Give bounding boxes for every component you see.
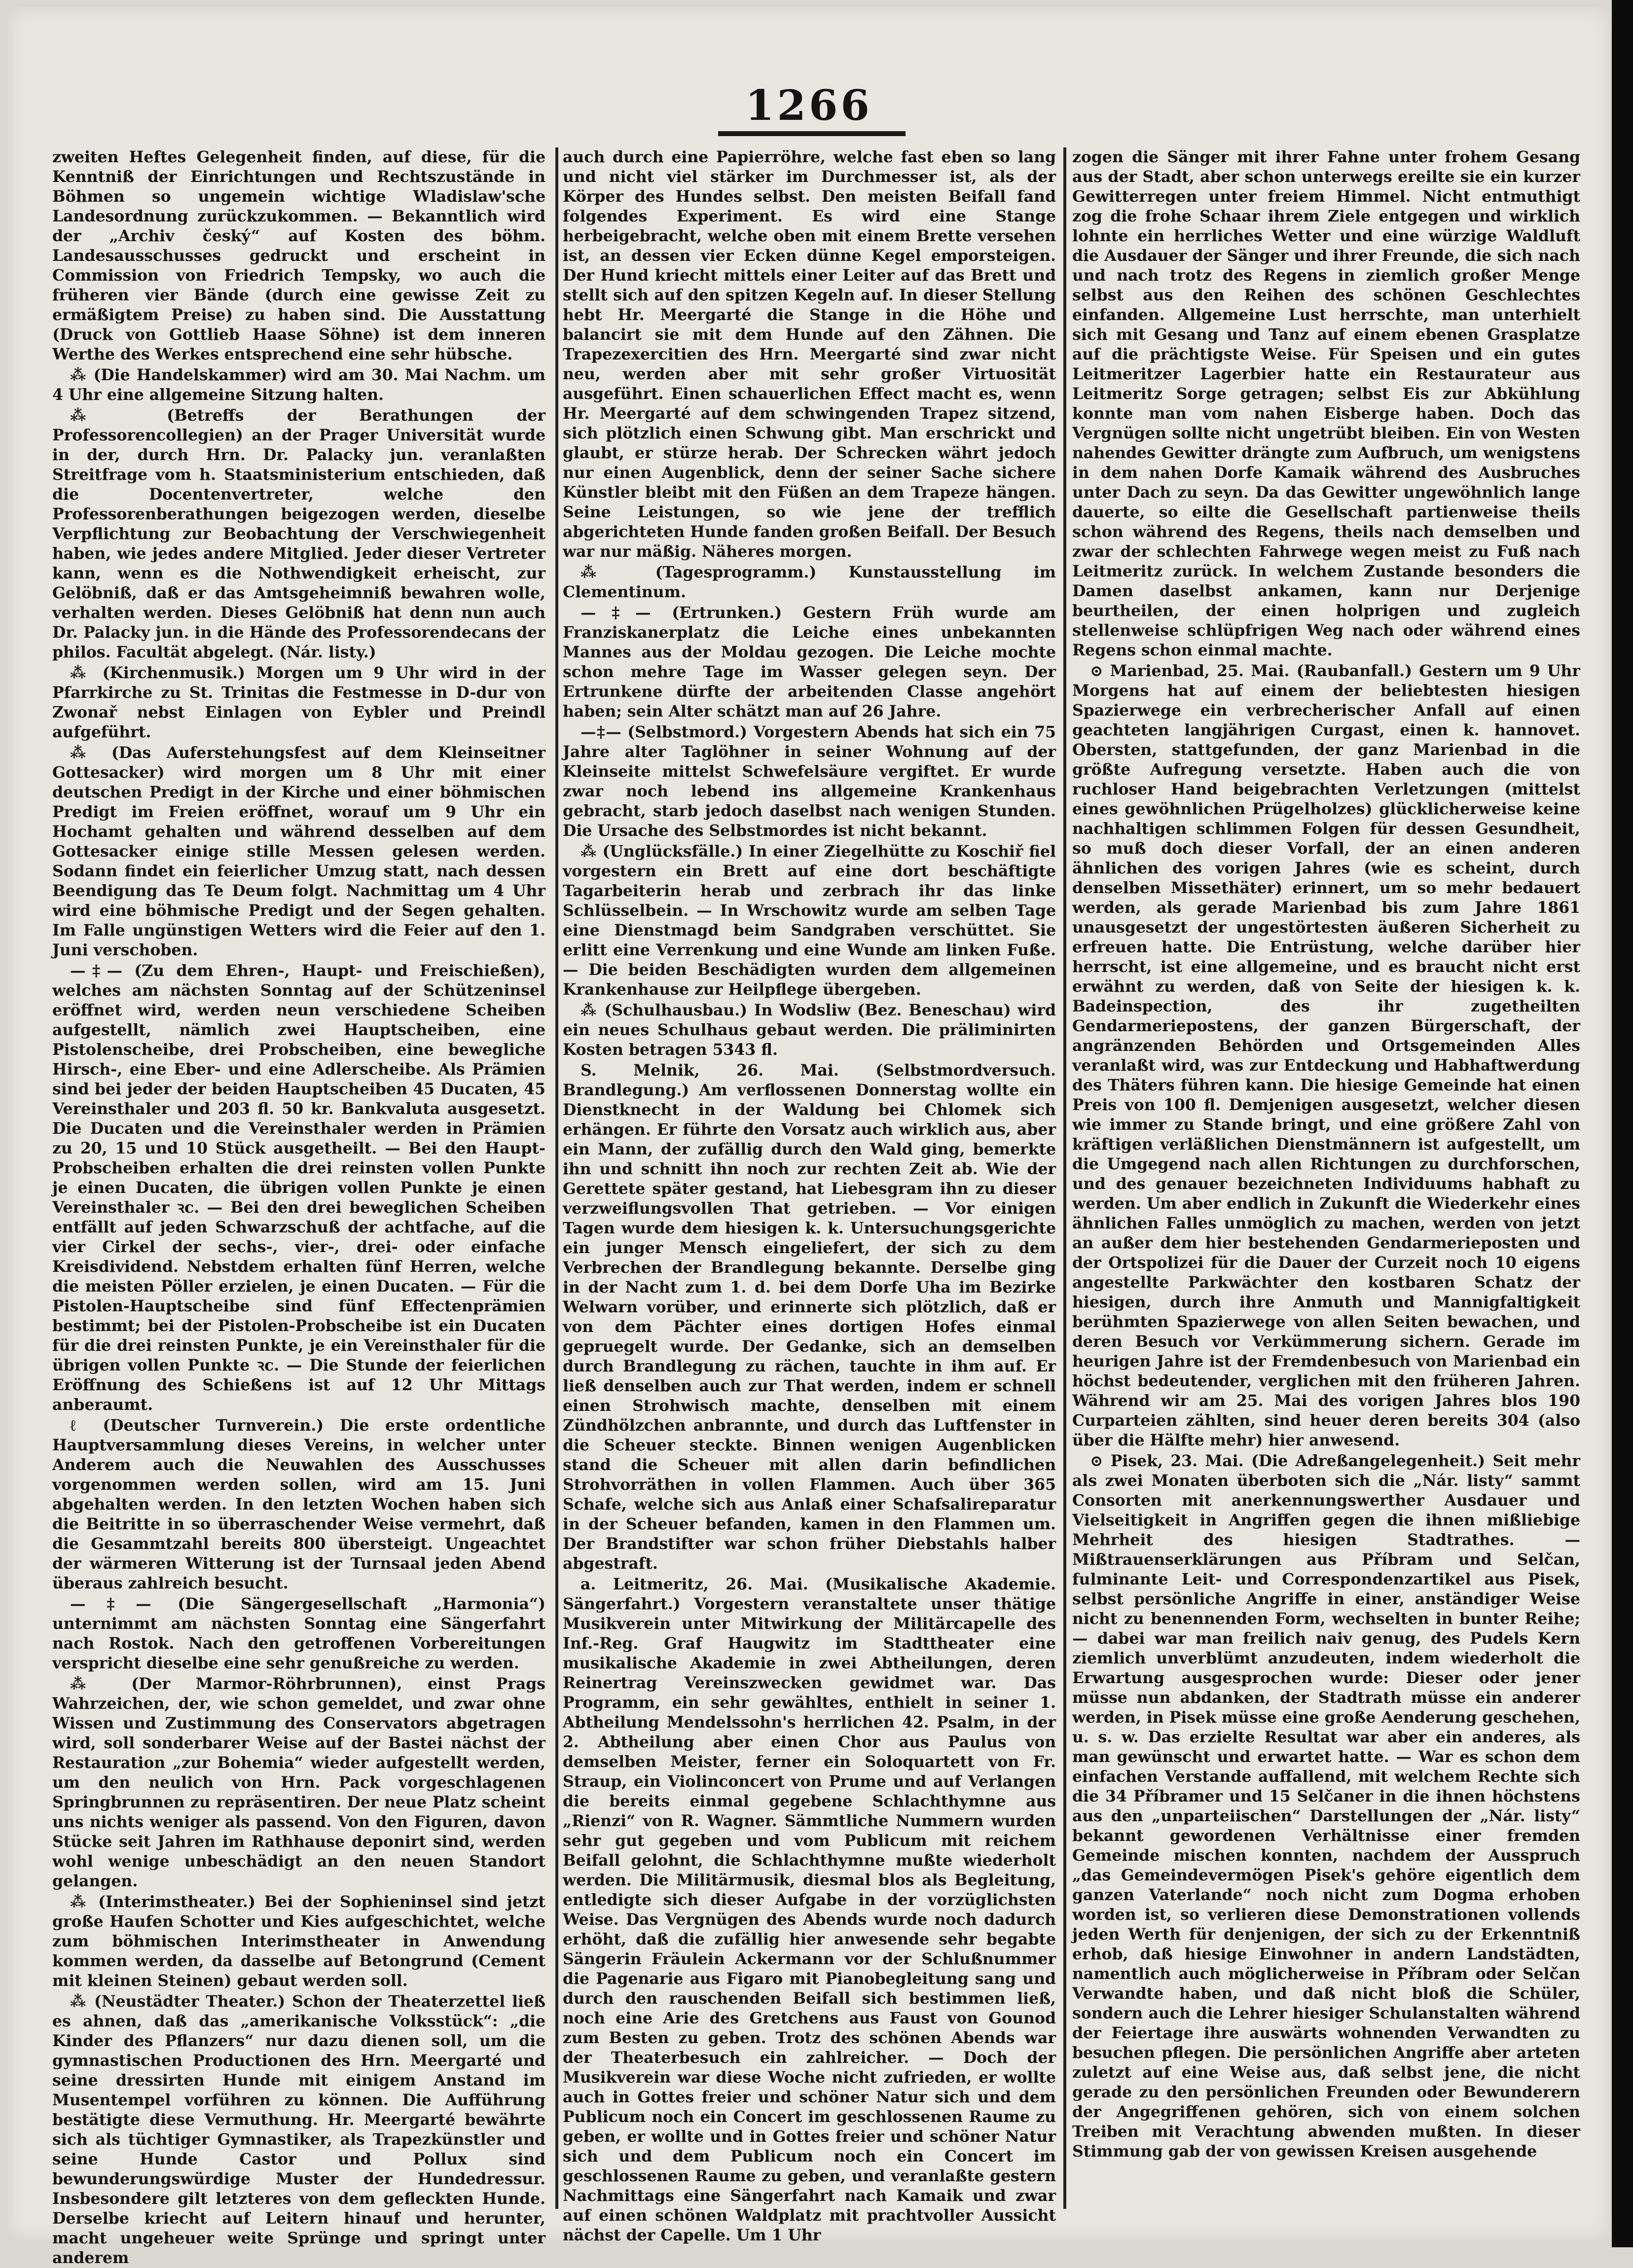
article-paragraph: ⁂ (Unglücksfälle.) In einer Ziegelhütte zu Koschiř fiel vorgestern ein Brett auf eine dort beschäftigte Tagarbeiterin herab und zerbrach ihr das linke Schlüsselbein. — In Wrschowitz wurde am selben Tage eine Dienstmagd beim Sandgraben verschüttet. Sie erlitt eine Verrenkung und eine Wunde am linken Fuße. — Die beiden Beschädigten wurden dem allgemeinen Krankenhause zur Heilpflege übergeben. — [563, 842, 1056, 999]
scan-border — [1612, 0, 1633, 2247]
page-number-rule — [718, 131, 906, 136]
article-paragraph: ⁂ (Das Auferstehungsfest auf dem Kleinseitner Gottesacker) wird morgen um 8 Uhr mit einer deutschen Predigt in der Kirche und einer böhmischen Predigt im Freien eröffnet, worauf um 9 Uhr ein Hochamt gehalten und während desselben auf dem Gottesacker einige stille Messen gelesen werden. Sodann findet ein feierlicher Umzug statt, nach dessen Beendigung das Te Deum folgt. Nachmittag um 4 Uhr wird eine böhmische Predigt und der Segen gehalten. Im Falle ungünstigen Wetters wird die Feier auf den 1. Juni verschoben. — [52, 744, 545, 959]
article-paragraph: ⁂ (Betreffs der Berathungen der Professorencollegien) an der Prager Universität wurde in der, durch Hrn. Dr. Palacky jun. veranlaßten Streitfrage vom h. Staatsministerium entschieden, daß die Docentenvertreter, welche den Professorenberathungen beigezogen werden, dieselbe Verpflichtung zur Beobachtung der Verschwiegenheit haben, wie jedes andere Mitglied. Jeder dieser Vertreter kann, wenn es die Nothwendigkeit erheischt, zur Gelöbniß, daß er das Amtsgeheimniß bewahren wolle, verhalten werden. Dieses Gelöbniß hat denn nun auch Dr. Palacky jun. in die Hände des Professorendecans der philos. Facultät abgelegt. (Nár. listy.) — [52, 406, 545, 661]
newspaper-page — [8, 7, 1610, 2267]
article-paragraph: S. Melnik, 26. Mai. (Selbstmordversuch. Brandlegung.) Am verflossenen Donnerstag wollte ein Dienstknecht in der Waldung bei Chlomek sich erhängen. Er führte den Vorsatz auch wirklich aus, aber ein Mann, der zufällig durch den Wald ging, bemerkte ihn und schnitt ihn noch zur rechten Zeit ab. Wie der Gerettete später gestand, hat Liebesgram ihn zu dieser verzweiflungsvollen That getrieben. — Vor einigen Tagen wurde dem hiesigen k. k. Untersuchungsgerichte ein junger Mensch eingeliefert, der sich zu dem Verbrechen der Brandlegung bekannte. Derselbe ging in der Nacht zum 1. d. bei dem Dorfe Uha im Bezirke Welwarn vorüber, und erinnerte sich plötzlich, daß er von dem Pächter eines dortigen Hofes einmal gepruegelt wurde. Der Gedanke, sich an demselben durch Brandlegung zu rächen, tauchte in ihm auf. Er ließ denselben auch zur That werden, indem er schnell einen Strohwisch machte, denselben mit einem Zündhölzchen anbrannte, und durch das Luftfenster in die Scheuer steckte. Binnen wenigen Augenblicken stand die Scheuer mit allen darin befindlichen Strohvorräthen in vollen Flammen. Auch über 365 Schafe, welche sich aus Anlaß einer Schafsalireparatur in der Scheuer befanden, kamen in den Flammen um. Der Brandstifter war schon früher Diebstahls halber abgestraft. — [563, 1061, 1056, 1573]
column-divider — [1063, 147, 1066, 2209]
article-paragraph: zweiten Heftes Gelegenheit finden, auf diese, für die Kenntniß der Einrichtungen und Rechtszustände in Böhmen so ungemein wichtige Wladislaw'sche Landesordnung zurückzukommen. — Bekanntlich wird der „Archiv český“ auf Kosten des böhm. Landesausschusses gedruckt und erscheint in Commission von Friedrich Tempsky, wo auch die früheren vier Bände (durch eine gewisse Zeit zu ermäßigtem Preise) zu haben sind. Die Ausstattung (Druck von Gottlieb Haase Söhne) ist dem inneren Werthe des Werkes entsprechend eine sehr hübsche. — [52, 148, 545, 363]
article-paragraph: —‡— (Selbstmord.) Vorgestern Abends hat sich ein 75 Jahre alter Taglöhner in seiner Wohnung auf der Kleinseite mittelst Schwefelsäure vergiftet. Er wurde zwar noch lebend ins allgemeine Krankenhaus gebracht, starb jedoch daselbst nach wenigen Stunden. Die Ursache des Selbstmordes ist nicht bekannt. — [563, 723, 1056, 840]
article-paragraph: —‡— (Die Sängergesellschaft „Harmonia“) unternimmt am nächsten Sonntag eine Sängerfahrt nach Rostok. Nach den getroffenen Vorbereitungen verspricht dieselbe eine sehr genußreiche zu werden. — [52, 1595, 545, 1672]
column-2 — [563, 147, 1056, 2244]
page-number: 1266 — [745, 81, 872, 130]
article-paragraph: a. Leitmeritz, 26. Mai. (Musikalische Akademie. Sängerfahrt.) Vorgestern veranstaltete unser thätige Musikverein unter Mitwirkung der Militärcapelle des Inf.-Reg. Graf Haugwitz im Stadttheater eine musikalische Akademie in zwei Abtheilungen, deren Reinertrag Vereinszwecken gewidmet war. Das Programm, ein sehr gewähltes, enthielt in seiner 1. Abtheilung Mendelssohn's herrlichen 42. Psalm, in der 2. Abtheilung aber einen Chor aus Paulus von demselben Meister, ferner ein Soloquartett von Fr. Straup, ein Violinconcert von Prume und auf Verlangen die bereits einmal gegebene Schlachthymne aus „Rienzi“ von R. Wagner. Sämmtliche Nummern wurden sehr gut gegeben und vom Publicum mit reichem Beifall gelohnt, die Schlachthymne mußte wiederholt werden. Die Militärmusik, diesmal blos als Begleitung, entledigte sich dieser Aufgabe in der vorzüglichsten Weise. Das Vergnügen des Abends wurde noch dadurch erhöht, daß die zufällig hier anwesende sehr begabte Sängerin Fräulein Ackermann vor der Schlußnummer die Pagenarie aus Figaro mit Pianobegleitung sang und durch den rauschenden Beifall sich bestimmen ließ, noch eine Arie des Gretchens aus Faust von Gounod zum Besten zu geben. Trotz des schönen Abends war der Theaterbesuch ein zahlreicher. — Doch der Musikverein war diese Woche nicht zufrieden, er wollte auch in Gottes freier und schöner Natur sich und dem Publicum noch ein Concert im geschlossenen Raume zu geben, er wollte und in Gottes freier und schöner Natur sich und dem Publicum noch ein Concert im geschlossenen Raume zu geben, und veranlaßte gestern Nachmittags eine Sängerfahrt nach Kamaik und zwar auf einen schönen Waldplatz mit prachtvoller Aussicht nächst der Capelle. Um 1 Uhr — [563, 1575, 1056, 2244]
article-paragraph: ⁂ (Interimstheater.) Bei der Sophieninsel sind jetzt große Haufen Schotter und Kies aufgeschichtet, welche zum böhmischen Interimstheater in Anwendung kommen werden, da dasselbe auf Betongrund (Cement mit kleinen Steinen) gebaut werden soll. — [52, 1893, 545, 1990]
article-paragraph: auch durch eine Papierröhre, welche fast eben so lang und nicht viel stärker im Durchmesser ist, als der Körper des Hundes selbst. Den meisten Beifall fand folgendes Experiment. Es wird eine Stange herbeigebracht, welche oben mit einem Brette versehen ist, an dessen vier Ecken dünne Kegel emporsteigen. Der Hund kriecht mittels einer Leiter auf das Brett und stellt sich auf den spitzen Kegeln auf. In dieser Stellung hebt Hr. Meergarté die Stange in die Höhe und balancirt sie mit dem Hunde auf den Zähnen. Die Trapezexercitien des Hrn. Meergarté sind zwar nicht neu, werden aber mit sehr großer Virtuosität ausgeführt. Einen schauerlichen Effect macht es, wenn Hr. Meergarté auf dem schwingenden Trapez sitzend, sich plötzlich einen Schwung gibt. Man erschrickt und glaubt, er stürze herab. Der Schrecken währt jedoch nur einen Augenblick, denn der seiner Sache sichere Künstler bleibt mit den Füßen an dem Trapeze hängen. Seine Leistungen, so wie jene der trefflich abgerichteten Hunde fanden großen Beifall. Der Besuch war nur mäßig. Näheres morgen. — [563, 148, 1056, 561]
article-paragraph: —‡— (Ertrunken.) Gestern Früh wurde am Franziskanerplatz die Leiche eines unbekannten Mannes aus der Moldau gezogen. Die Leiche mochte schon mehre Tage im Wasser gelegen seyn. Der Ertrunkene dürfte der arbeitenden Classe angehört haben; sein Alter schätzt man auf 26 Jahre. — [563, 604, 1056, 720]
column-divider — [555, 147, 558, 2209]
column-1 — [52, 147, 545, 2267]
column-3 — [1072, 147, 1580, 2209]
article-paragraph: zogen die Sänger mit ihrer Fahne unter frohem Gesang aus der Stadt, aber schon unterwegs ereilte sie ein kurzer Gewitterregen unter freiem Himmel. Nicht entmuthigt zog die frohe Schaar ihrem Ziele entgegen und wirklich lohnte ein herrliches Wetter und eine würzige Waldluft die Ausdauer der Sänger und ihrer Freunde, die sich nach und nach trotz des Regens in ziemlich großer Menge selbst aus den Reihen des schönen Geschlechtes einfanden. Allgemeine Lust herrschte, man unterhielt sich mit Gesang und Tanz auf einem ebenen Grasplatze auf die prächtigste Weise. Für Speisen und ein gutes Leitmeritzer Lagerbier hatte ein Restaurateur aus Leitmeritz Sorge getragen; selbst Eis zur Abkühlung konnte man vom nahen Eisberge haben. Doch das Vergnügen sollte nicht ungetrübt bleiben. Ein von Westen nahendes Gewitter drängte zum Aufbruch, um wenigstens in dem nahen Dorfe Kamaik während des Ausbruches unter Dach zu seyn. Da das Gewitter ungewöhnlich lange dauerte, so eilte die Gesellschaft partienweise theils schon während des Regens, theils nach demselben und zwar der schlechten Fahrwege wegen meist zu Fuß nach Leitmeritz zurück. In welchem Zustande besonders die Damen daselbst ankamen, kann nur Derjenige beurtheilen, der einen holprigen und zugleich stellenweise schlüpfrigen Weg nach oder während eines Regens schon einmal machte. — [1072, 148, 1580, 659]
article-paragraph: ⊙ Marienbad, 25. Mai. (Raubanfall.) Gestern um 9 Uhr Morgens hat auf einem der beliebtesten hiesigen Spazierwege ein verbrecherischer Anfall auf einen geachteten langjährigen Curgast, einen k. hannovet. Obersten, stattgefunden, der ganz Marienbad in die größte Aufregung versetzte. Haben auch die von ruchloser Hand beigebrachten Verletzungen (mittelst eines gewöhnlichen Prügelholzes) glücklicherweise keine nachhaltigen schlimmen Folgen für dessen Gesundheit, so muß doch dieser Vorfall, der an einen anderen ähnlichen des vorigen Jahres (wie es scheint, durch denselben Missethäter) erinnert, um so mehr bedauert werden, als gerade Marienbad bis zum Jahre 1861 unausgesetzt der ungestörtesten äußeren Sicherheit zu erfreuen hatte. Die Entrüstung, welche darüber hier herrscht, ist eine allgemeine, und es braucht nicht erst erwähnt zu werden, daß von Seite der hiesigen k. k. Badeinspection, des ihr zugetheilten Gendarmeriepostens, der ganzen Bürgerschaft, der angränzenden Behörden und Ortsgemeinden Alles veranlaßt wird, was zur Entdeckung und Habhaftwerdung des Thäters führen kann. Die hiesige Gemeinde hat einen Preis von 100 fl. Demjenigen ausgesetzt, welcher diesen wie immer zu Stande bringt, und eine größere Zahl von kräftigen verläßlichen Dienstmännern ist aufgestellt, um die Umgegend nach allen Richtungen zu durchforschen, und des genauer bezeichneten Individuums habhaft zu werden. Um aber endlich in Zukunft die Wiederkehr eines ähnlichen Falles unmöglich zu machen, werden von jetzt an außer dem hier bestehenden Gendarmerieposten und der Ortspolizei für die Dauer der Curzeit noch 10 eigens angestellte Parkwächter den kostbaren Schatz der hiesigen, durch ihre Anmuth und Mannigfaltigkeit berühmten Spazierwege von allen Seiten bewachen, und deren Besuch vor Verkümmerung sichern. Gerade im heurigen Jahre ist der Fremdenbesuch von Marienbad ein höchst bedeutender, verglichen mit den früheren Jahren. Während wir am 25. Mai des vorigen Jahres blos 190 Curparteien zählten, sind heuer deren bereits 304 (also über die Hälfte mehr) hier anwesend. — [1072, 662, 1580, 1449]
article-paragraph: ⊙ Pisek, 23. Mai. (Die Adreßangelegenheit.) Seit mehr als zwei Monaten überboten sich die „Nár. listy“ sammt Consorten mit anerkennungswerther Ausdauer und Vielseitigkeit in Angriffen gegen die ihnen mißliebige Mehrheit des hiesigen Stadtrathes. — Mißtrauenserklärungen aus Příbram und Selčan, fulminante Leit- und Correspondenzartikel aus Pisek, selbst persönliche Angriffe in einer, anständiger Weise nicht zu benennenden Form, wechselten in bunter Reihe; — dabei war man freilich naiv genug, des Pudels Kern ziemlich unverblümt anzudeuten, indem wiederholt die Erwartung ausgesprochen wurde: Dieser oder jener müsse nun abdanken, der Stadtrath müsse ein anderer werden, in Pisek müsse eine große Aenderung geschehen, u. s. w. Das erzielte Resultat war aber ein anderes, als man gewünscht und erwartet hatte. — War es schon dem einfachen Verstande auffallend, mit welchem Rechte sich die 34 Příbramer und 15 Selčaner in die ihnen höchstens aus den „unparteiischen“ Darstellungen der „Nár. listy“ bekannt gewordenen Verhältnisse einer fremden Gemeinde mischen konnten, nachdem der Ausspruch „das Gemeindevermögen Pisek's gehöre eigentlich dem ganzen Vaterlande“ noch nicht zum Dogma erhoben worden ist, so verlieren diese Demonstrationen vollends jeden Werth für denjenigen, der sich zu der Erkenntniß erhob, daß hiesige Einwohner in andern Landstädten, namentlich auch möglicherweise in Příbram oder Selčan Verwandte haben, und daß nicht bloß die Schüler, sondern auch die Lehrer hiesiger Schulanstalten während der Feiertage ihre auswärts wohnenden Verwandten zu besuchen pflegen. Die persönlichen Angriffe aber arteten zuletzt auf eine Weise aus, daß selbst jene, die nicht gerade zu den persönlichen Freunden oder Bewunderern der Angegriffenen gehören, sich von einem solchen Treiben mit Verachtung abwenden mußten. In dieser Stimmung gab der von gewissen Kreisen ausgehende — [1072, 1452, 1580, 2160]
article-paragraph: ⁂ (Kirchenmusik.) Morgen um 9 Uhr wird in der Pfarrkirche zu St. Trinitas die Festmesse in D-dur von Zwonař nebst Einlagen von Eybler und Preindl aufgeführt. — [52, 664, 545, 741]
article-paragraph: —‡— (Zu dem Ehren-, Haupt- und Freischießen), welches am nächsten Sonntag auf der Schützeninsel eröffnet wird, werden neun verschiedene Scheiben aufgestellt, nämlich zwei Hauptscheiben, eine Pistolenscheibe, drei Probscheiben, eine bewegliche Hirsch-, eine Eber- und eine Adlerscheibe. Als Prämien sind bei jeder der beiden Hauptscheiben 45 Ducaten, 45 Vereinsthaler und 203 fl. 50 kr. Bankvaluta ausgesetzt. Die Ducaten und die Vereinsthaler werden in Prämien zu 20, 15 und 10 Stück ausgetheilt. — Bei den Haupt-Probscheiben erhalten die drei reinsten vollen Punkte je einen Ducaten, die übrigen vollen Punkte je einen Vereinsthaler ꝛc. — Bei den drei beweglichen Scheiben entfällt auf jeden Schwarzschuß der achtfache, auf die vier Cirkel der sechs-, vier-, drei- oder einfache Kreisdividend. Nebstdem erhalten fünf Herren, welche die meisten Pöller erzielen, je einen Ducaten. — Für die Pistolen-Hauptscheibe sind fünf Effectenprämien bestimmt; bei der Pistolen-Probscheibe ist ein Ducaten für die drei reinsten Punkte, je ein Vereinsthaler für die übrigen vollen Punkte ꝛc. — Die Stunde der feierlichen Eröffnung des Schießens ist auf 12 Uhr Mittags anberaumt. — [52, 962, 545, 1414]
article-paragraph: ⁂ (Tagesprogramm.) Kunstausstellung im Clementinum. — [563, 563, 1056, 601]
article-paragraph: ⁂ (Neustädter Theater.) Schon der Theaterzettel ließ es ahnen, daß das „amerikanische Volksstück“: „die Kinder des Pflanzers“ nur dazu dienen soll, um die gymnastischen Productionen des Hrn. Meergarté und seine dressirten Hunde mit einigem Anstand im Musentempel vorführen zu können. Die Aufführung bestätigte diese Vermuthung. Hr. Meergarté bewährte sich als tüchtiger Gymnastiker, als Trapezkünstler und seine Hunde Castor und Pollux sind bewunderungswürdige Muster der Hundedressur. Insbesondere gilt letzteres von dem gefleckten Hunde. Derselbe kriecht auf Leitern hinauf und herunter, macht ungeheuer weite Sprünge und springt unter anderem — [52, 1992, 545, 2267]
article-paragraph: ⁂ (Der Marmor-Röhrbrunnen), einst Prags Wahrzeichen, der, wie schon gemeldet, und zwar ohne Wissen und Zustimmung des Conservators abgetragen wird, soll sonderbarer Weise auf der Bastei nächst der Restauration „zur Bohemia“ wieder aufgestellt werden, um den neulich von Hrn. Pack vorgeschlagenen Springbrunnen zu repräsentiren. Der neue Platz scheint uns nichts weniger als passend. Von den Figuren, davon Stücke seit Jahren im Rathhause deponirt sind, werden wohl wenige unbeschädigt an den neuen Standort gelangen. — [52, 1675, 545, 1890]
article-paragraph: ⁂ (Schulhausbau.) In Wodsliw (Bez. Beneschau) wird ein neues Schulhaus gebaut werden. Die präliminirten Kosten betragen 5343 fl. — [563, 1001, 1056, 1059]
article-paragraph: ⁂ (Die Handelskammer) wird am 30. Mai Nachm. um 4 Uhr eine allgemeine Sitzung halten. — [52, 366, 545, 404]
article-paragraph: ℓ (Deutscher Turnverein.) Die erste ordentliche Hauptversammlung dieses Vereins, in welcher unter Anderem auch die Neuwahlen des Ausschusses vorgenommen werden sollen, wird am 15. Juni abgehalten werden. In den letzten Wochen haben sich die Beitritte in so überraschender Weise vermehrt, daß die Gesammtzahl bereits 800 übersteigt. Ungeachtet der wärmeren Witterung ist der Turnsaal jeden Abend überaus zahlreich besucht. — [52, 1416, 545, 1592]
